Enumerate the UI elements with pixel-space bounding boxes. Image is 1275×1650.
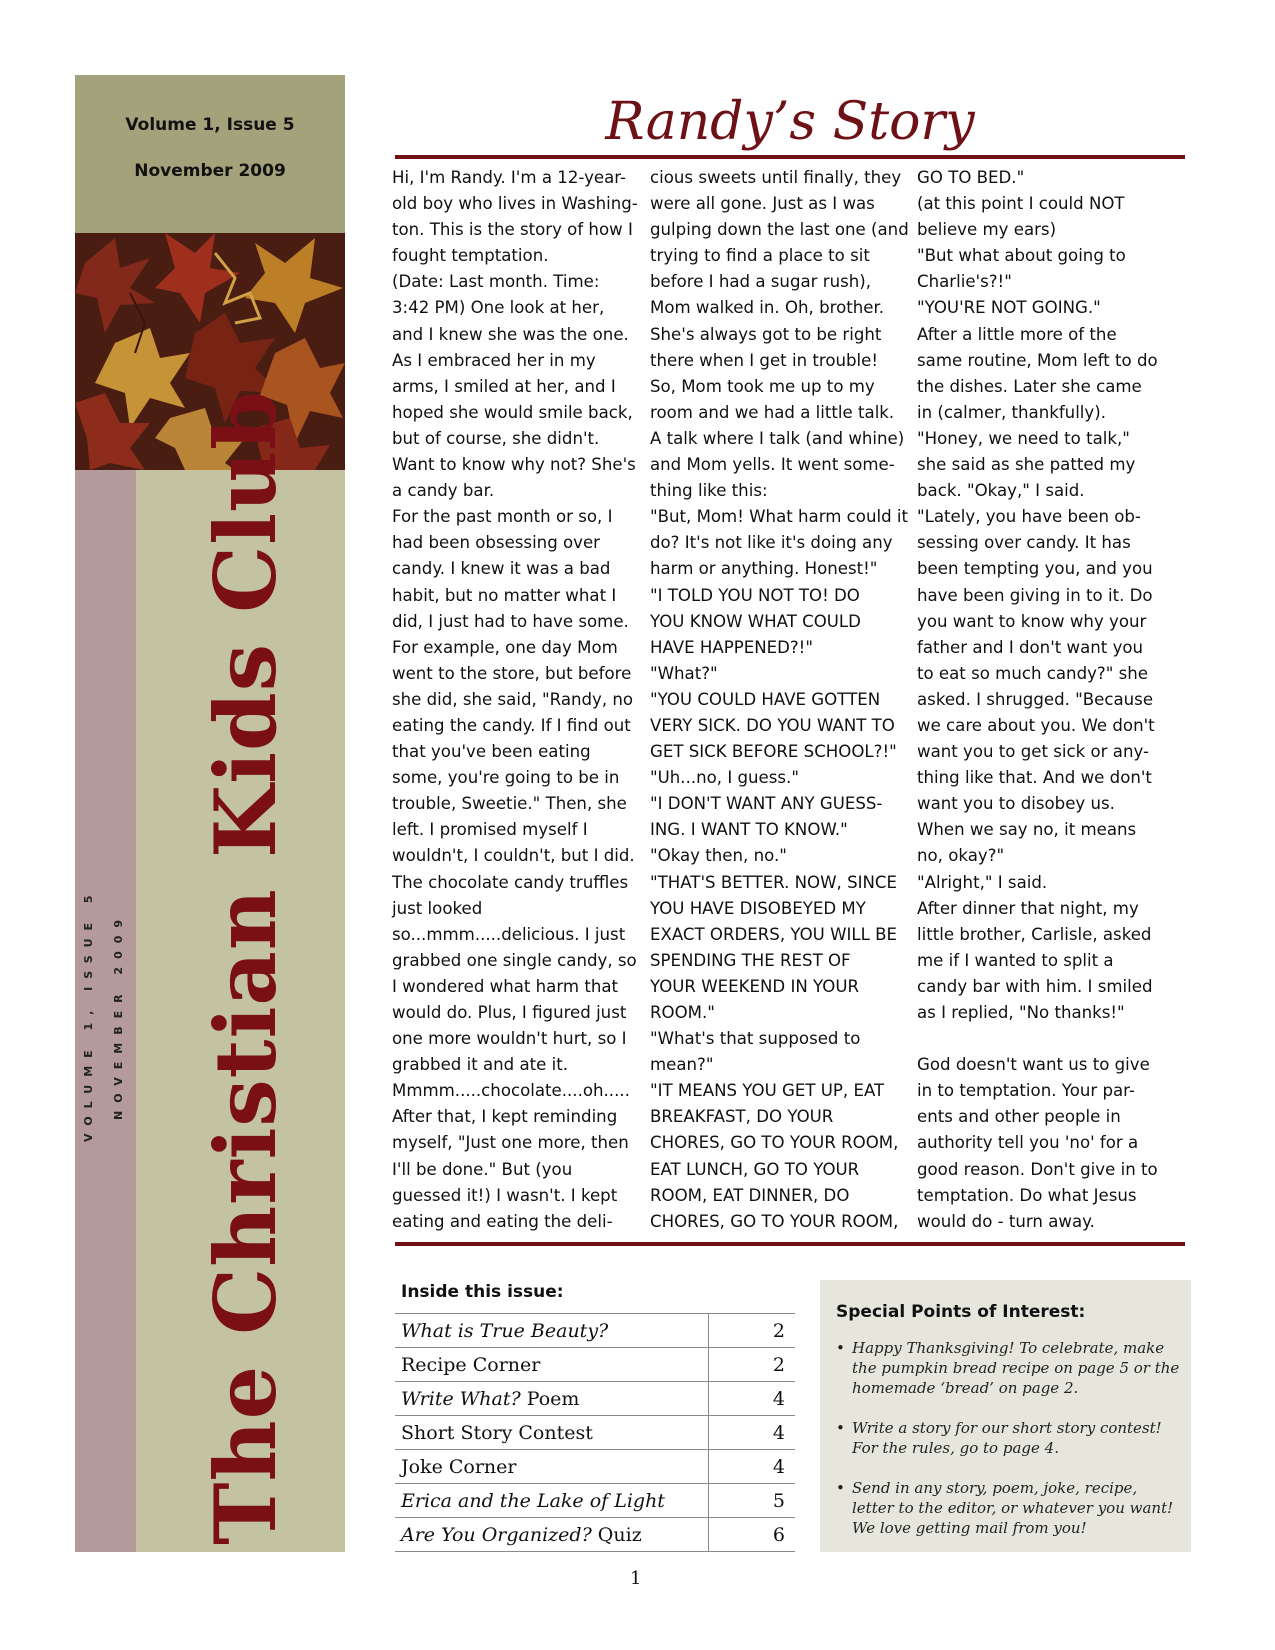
story-line: left. I promised myself I	[392, 820, 588, 840]
toc-page: 4	[709, 1382, 796, 1416]
newsletter-title: The Christian Kids Club	[196, 390, 295, 1545]
story-line: candy bar with him. I smiled	[917, 976, 1153, 996]
toc-page: 5	[709, 1484, 796, 1518]
story-line: candy. I knew it was a bad	[392, 559, 611, 579]
toc-title-text: Quiz	[591, 1523, 642, 1546]
story-line: did, I just had to have some.	[392, 611, 629, 631]
special-point-item	[836, 1338, 1181, 1398]
story-line: went to the store, but before	[392, 663, 632, 683]
story-line: "THAT'S BETTER. NOW, SINCE	[650, 872, 897, 892]
story-line: want you to get sick or any-	[917, 742, 1149, 762]
story-line: were all gone. Just as I was	[650, 194, 875, 214]
story-line: "IT MEANS YOU GET UP, EAT	[650, 1081, 885, 1101]
story-line: you want to know why your	[917, 611, 1147, 631]
toc-title	[395, 1518, 709, 1552]
story-line: "What?"	[650, 663, 718, 683]
story-line: "Lately, you have been ob-	[917, 507, 1141, 527]
story-line: no, okay?"	[917, 846, 1005, 866]
story-line: She's always got to be right	[650, 324, 882, 344]
story-line: (Date: Last month. Time:	[392, 272, 600, 292]
story-line: but of course, she didn't.	[392, 428, 600, 448]
inside-issue-title: Inside this issue:	[401, 1282, 564, 1302]
toc-title-text: Recipe Corner	[401, 1353, 541, 1376]
special-points-box	[820, 1280, 1191, 1552]
story-line: "But, Mom! What harm could it	[650, 507, 909, 527]
story-line: "YOU COULD HAVE GOTTEN	[650, 689, 881, 709]
toc-title	[395, 1484, 709, 1518]
story-line: had been obsessing over	[392, 533, 601, 553]
story-line: After that, I kept reminding	[392, 1107, 618, 1127]
story-line: a candy bar.	[392, 481, 495, 501]
toc-title-italic: Write What?	[401, 1387, 521, 1410]
story-line: As I embraced her in my	[392, 350, 596, 370]
story-line: ING. I WANT TO KNOW."	[650, 820, 848, 840]
story-line: she said as she patted my	[917, 455, 1136, 475]
story-line: same routine, Mom left to do	[917, 350, 1158, 370]
story-line: little brother, Carlisle, asked	[917, 924, 1152, 944]
story-line: habit, but no matter what I	[392, 585, 617, 605]
story-line: thing like this:	[650, 481, 768, 501]
story-line: mean?"	[650, 1055, 714, 1075]
story-line: back. "Okay," I said.	[917, 481, 1085, 501]
story-line: and I knew she was the one.	[392, 324, 629, 344]
story-line: Mom walked in. Oh, brother.	[650, 298, 885, 318]
story-line	[917, 1026, 1182, 1052]
toc-title	[395, 1416, 709, 1450]
bullet-icon: •	[836, 1339, 845, 1357]
story-line: cious sweets until finally, they	[650, 168, 902, 187]
toc-page: 2	[709, 1348, 796, 1382]
story-line: CHORES, GO TO YOUR ROOM,	[650, 1211, 899, 1231]
story-line: arms, I smiled at her, and I	[392, 376, 616, 396]
story-line: grabbed one single candy, so	[392, 950, 637, 970]
story-line: "But what about going to	[917, 246, 1126, 266]
story-line: EAT LUNCH, GO TO YOUR	[650, 1159, 860, 1179]
story-line: some, you're going to be in	[392, 768, 620, 788]
story-line: believe my ears)	[917, 220, 1057, 240]
story-line: ROOM."	[650, 1003, 715, 1022]
story-line: father and I don't want you	[917, 637, 1144, 657]
toc-row[interactable]	[395, 1450, 795, 1484]
story-line: YOUR WEEKEND IN YOUR	[650, 976, 859, 996]
story-line: wouldn't, I couldn't, but I did.	[392, 846, 635, 866]
story-line: When we say no, it means	[917, 820, 1137, 840]
story-line: CHORES, GO TO YOUR ROOM,	[650, 1133, 899, 1153]
story-line: grabbed it and ate it.	[392, 1055, 569, 1075]
story-line: me if I wanted to split a	[917, 950, 1114, 970]
story-line: authority tell you 'no' for a	[917, 1133, 1139, 1153]
story-line: old boy who lives in Washing-	[392, 194, 638, 214]
story-line: eating the candy. If I find out	[392, 715, 631, 735]
volume-issue: Volume 1, Issue 5	[125, 115, 295, 135]
story-line: that you've been eating	[392, 742, 591, 762]
toc-title-text: Joke Corner	[401, 1455, 517, 1478]
story-line: fought temptation.	[392, 246, 549, 266]
page-number: 1	[630, 1568, 642, 1589]
story-line: good reason. Don't give in to	[917, 1159, 1158, 1179]
story-line: "YOU'RE NOT GOING."	[917, 298, 1101, 318]
story-line: we care about you. We don't	[917, 715, 1155, 735]
story-line: would do. Plus, I figured just	[392, 1003, 627, 1022]
toc-title	[395, 1450, 709, 1484]
toc-row[interactable]	[395, 1416, 795, 1450]
story-line: do? It's not like it's doing any	[650, 533, 893, 553]
toc-page: 6	[709, 1518, 796, 1552]
toc-row[interactable]	[395, 1314, 795, 1348]
toc-title	[395, 1348, 709, 1382]
toc-title	[395, 1382, 709, 1416]
story-line: God doesn't want us to give	[917, 1055, 1150, 1075]
story-line: Mmmm.....chocolate....oh.....	[392, 1081, 630, 1101]
story-line: "Uh...no, I guess."	[650, 768, 799, 788]
story-line: just looked	[392, 898, 483, 918]
special-point-text: Send in any story, poem, joke, recipe, letter to the editor, or whatever you want! We love getting mail from you!	[852, 1479, 1174, 1537]
toc-title-italic: What is True Beauty?	[401, 1319, 609, 1342]
toc-title-italic: Erica and the Lake of Light	[401, 1489, 665, 1512]
story-line: I'll be done." But (you	[392, 1159, 573, 1179]
story-line: in to temptation. Your par-	[917, 1081, 1135, 1101]
vertical-date-text: NOVEMBER 2009	[112, 911, 125, 1120]
vertical-volume-text: VOLUME 1, ISSUE 5	[82, 887, 95, 1142]
story-line: GO TO BED."	[917, 168, 1025, 187]
story-line: sessing over candy. It has	[917, 533, 1131, 553]
story-line: HAVE HAPPENED?!"	[650, 637, 813, 657]
story-line: YOU HAVE DISOBEYED MY	[650, 898, 866, 918]
story-line: to eat so much candy?" she	[917, 663, 1149, 683]
sidebar-header	[75, 75, 345, 233]
story-line: before I had a sugar rush),	[650, 272, 871, 292]
special-points-list	[836, 1338, 1181, 1558]
story-line: (at this point I could NOT	[917, 194, 1125, 214]
story-column-2	[650, 165, 915, 1235]
toc-row[interactable]	[395, 1518, 795, 1552]
story-line: want you to disobey us.	[917, 794, 1115, 814]
bullet-icon: •	[836, 1479, 845, 1497]
story-line: "Honey, we need to talk,"	[917, 428, 1130, 448]
toc-row[interactable]	[395, 1484, 795, 1518]
story-line: Hi, I'm Randy. I'm a 12-year-	[392, 168, 627, 187]
story-line: A talk where I talk (and whine)	[650, 428, 905, 448]
headline-divider	[395, 155, 1185, 159]
story-line: there when I get in trouble!	[650, 350, 878, 370]
story-line: ents and other people in	[917, 1107, 1121, 1127]
story-line: harm or anything. Honest!"	[650, 559, 878, 579]
story-line: the dishes. Later she came	[917, 376, 1142, 396]
story-line: have been giving in to it. Do	[917, 585, 1153, 605]
special-point-text: Happy Thanksgiving! To celebrate, make the pumpkin bread recipe on page 5 or the homemade ‘bread’ on page 2.	[852, 1339, 1180, 1397]
story-line: asked. I shrugged. "Because	[917, 689, 1154, 709]
issue-date: November 2009	[134, 161, 286, 181]
story-line: as I replied, "No thanks!"	[917, 1003, 1125, 1022]
toc-title-text: Poem	[520, 1387, 580, 1410]
story-line: ton. This is the story of how I	[392, 220, 633, 240]
story-line: GET SICK BEFORE SCHOOL?!"	[650, 742, 897, 762]
story-line: VERY SICK. DO YOU WANT TO	[650, 715, 895, 735]
story-line: myself, "Just one more, then	[392, 1133, 629, 1153]
story-line: hoped she would smile back,	[392, 402, 633, 422]
story-line: in (calmer, thankfully).	[917, 402, 1106, 422]
story-line: guessed it!) I wasn't. I kept	[392, 1185, 618, 1205]
story-line: "What's that supposed to	[650, 1029, 861, 1049]
story-line: eating and eating the deli-	[392, 1211, 613, 1231]
toc-page: 4	[709, 1450, 796, 1484]
story-line: ROOM, EAT DINNER, DO	[650, 1185, 850, 1205]
story-line: been tempting you, and you	[917, 559, 1153, 579]
toc-page: 4	[709, 1416, 796, 1450]
story-line: room and we had a little talk.	[650, 402, 895, 422]
story-line: Charlie's?!"	[917, 272, 1012, 292]
bullet-icon: •	[836, 1419, 845, 1437]
story-column-1	[392, 165, 657, 1235]
story-line: EXACT ORDERS, YOU WILL BE	[650, 924, 898, 944]
story-line: After dinner that night, my	[917, 898, 1139, 918]
toc-page: 2	[709, 1314, 796, 1348]
special-point-item	[836, 1418, 1181, 1458]
story-line: BREAKFAST, DO YOUR	[650, 1107, 834, 1127]
toc-title	[395, 1314, 709, 1348]
story-line: one more wouldn't hurt, so I	[392, 1029, 627, 1049]
story-line: trouble, Sweetie." Then, she	[392, 794, 627, 814]
toc-title-text: Short Story Contest	[401, 1421, 593, 1444]
section-divider	[395, 1242, 1185, 1246]
story-line: and Mom yells. It went some-	[650, 455, 895, 475]
story-line: temptation. Do what Jesus	[917, 1185, 1137, 1205]
story-line: gulping down the last one (and	[650, 220, 909, 240]
story-line: "Alright," I said.	[917, 872, 1048, 892]
story-line: thing like that. And we don't	[917, 768, 1152, 788]
story-line: I wondered what harm that	[392, 976, 619, 996]
story-line: For the past month or so, I	[392, 507, 613, 527]
story-line: so...mmm.....delicious. I just	[392, 924, 626, 944]
story-line: would do - turn away.	[917, 1211, 1095, 1231]
story-title: Randy’s Story	[605, 92, 975, 152]
story-line: YOU KNOW WHAT COULD	[650, 611, 861, 631]
story-line: So, Mom took me up to my	[650, 376, 875, 396]
story-line: "Okay then, no."	[650, 846, 787, 866]
special-points-title: Special Points of Interest:	[836, 1302, 1086, 1322]
story-line: SPENDING THE REST OF	[650, 950, 851, 970]
story-line: For example, one day Mom	[392, 637, 618, 657]
toc-row[interactable]	[395, 1348, 795, 1382]
special-point-text: Write a story for our short story contest! For the rules, go to page 4.	[852, 1419, 1162, 1457]
story-line: Want to know why not? She's	[392, 455, 636, 475]
story-line: "I DON'T WANT ANY GUESS-	[650, 794, 883, 814]
story-line: trying to find a place to sit	[650, 246, 870, 266]
toc-title-italic: Are You Organized?	[401, 1523, 592, 1546]
story-line: The chocolate candy truffles	[392, 872, 629, 892]
special-point-item	[836, 1478, 1181, 1538]
story-line: she did, she said, "Randy, no	[392, 689, 634, 709]
story-line: "I TOLD YOU NOT TO! DO	[650, 585, 860, 605]
story-line: 3:42 PM) One look at her,	[392, 298, 605, 318]
table-of-contents	[395, 1313, 795, 1552]
story-column-3	[917, 165, 1182, 1235]
toc-row[interactable]	[395, 1382, 795, 1416]
story-line: After a little more of the	[917, 324, 1117, 344]
